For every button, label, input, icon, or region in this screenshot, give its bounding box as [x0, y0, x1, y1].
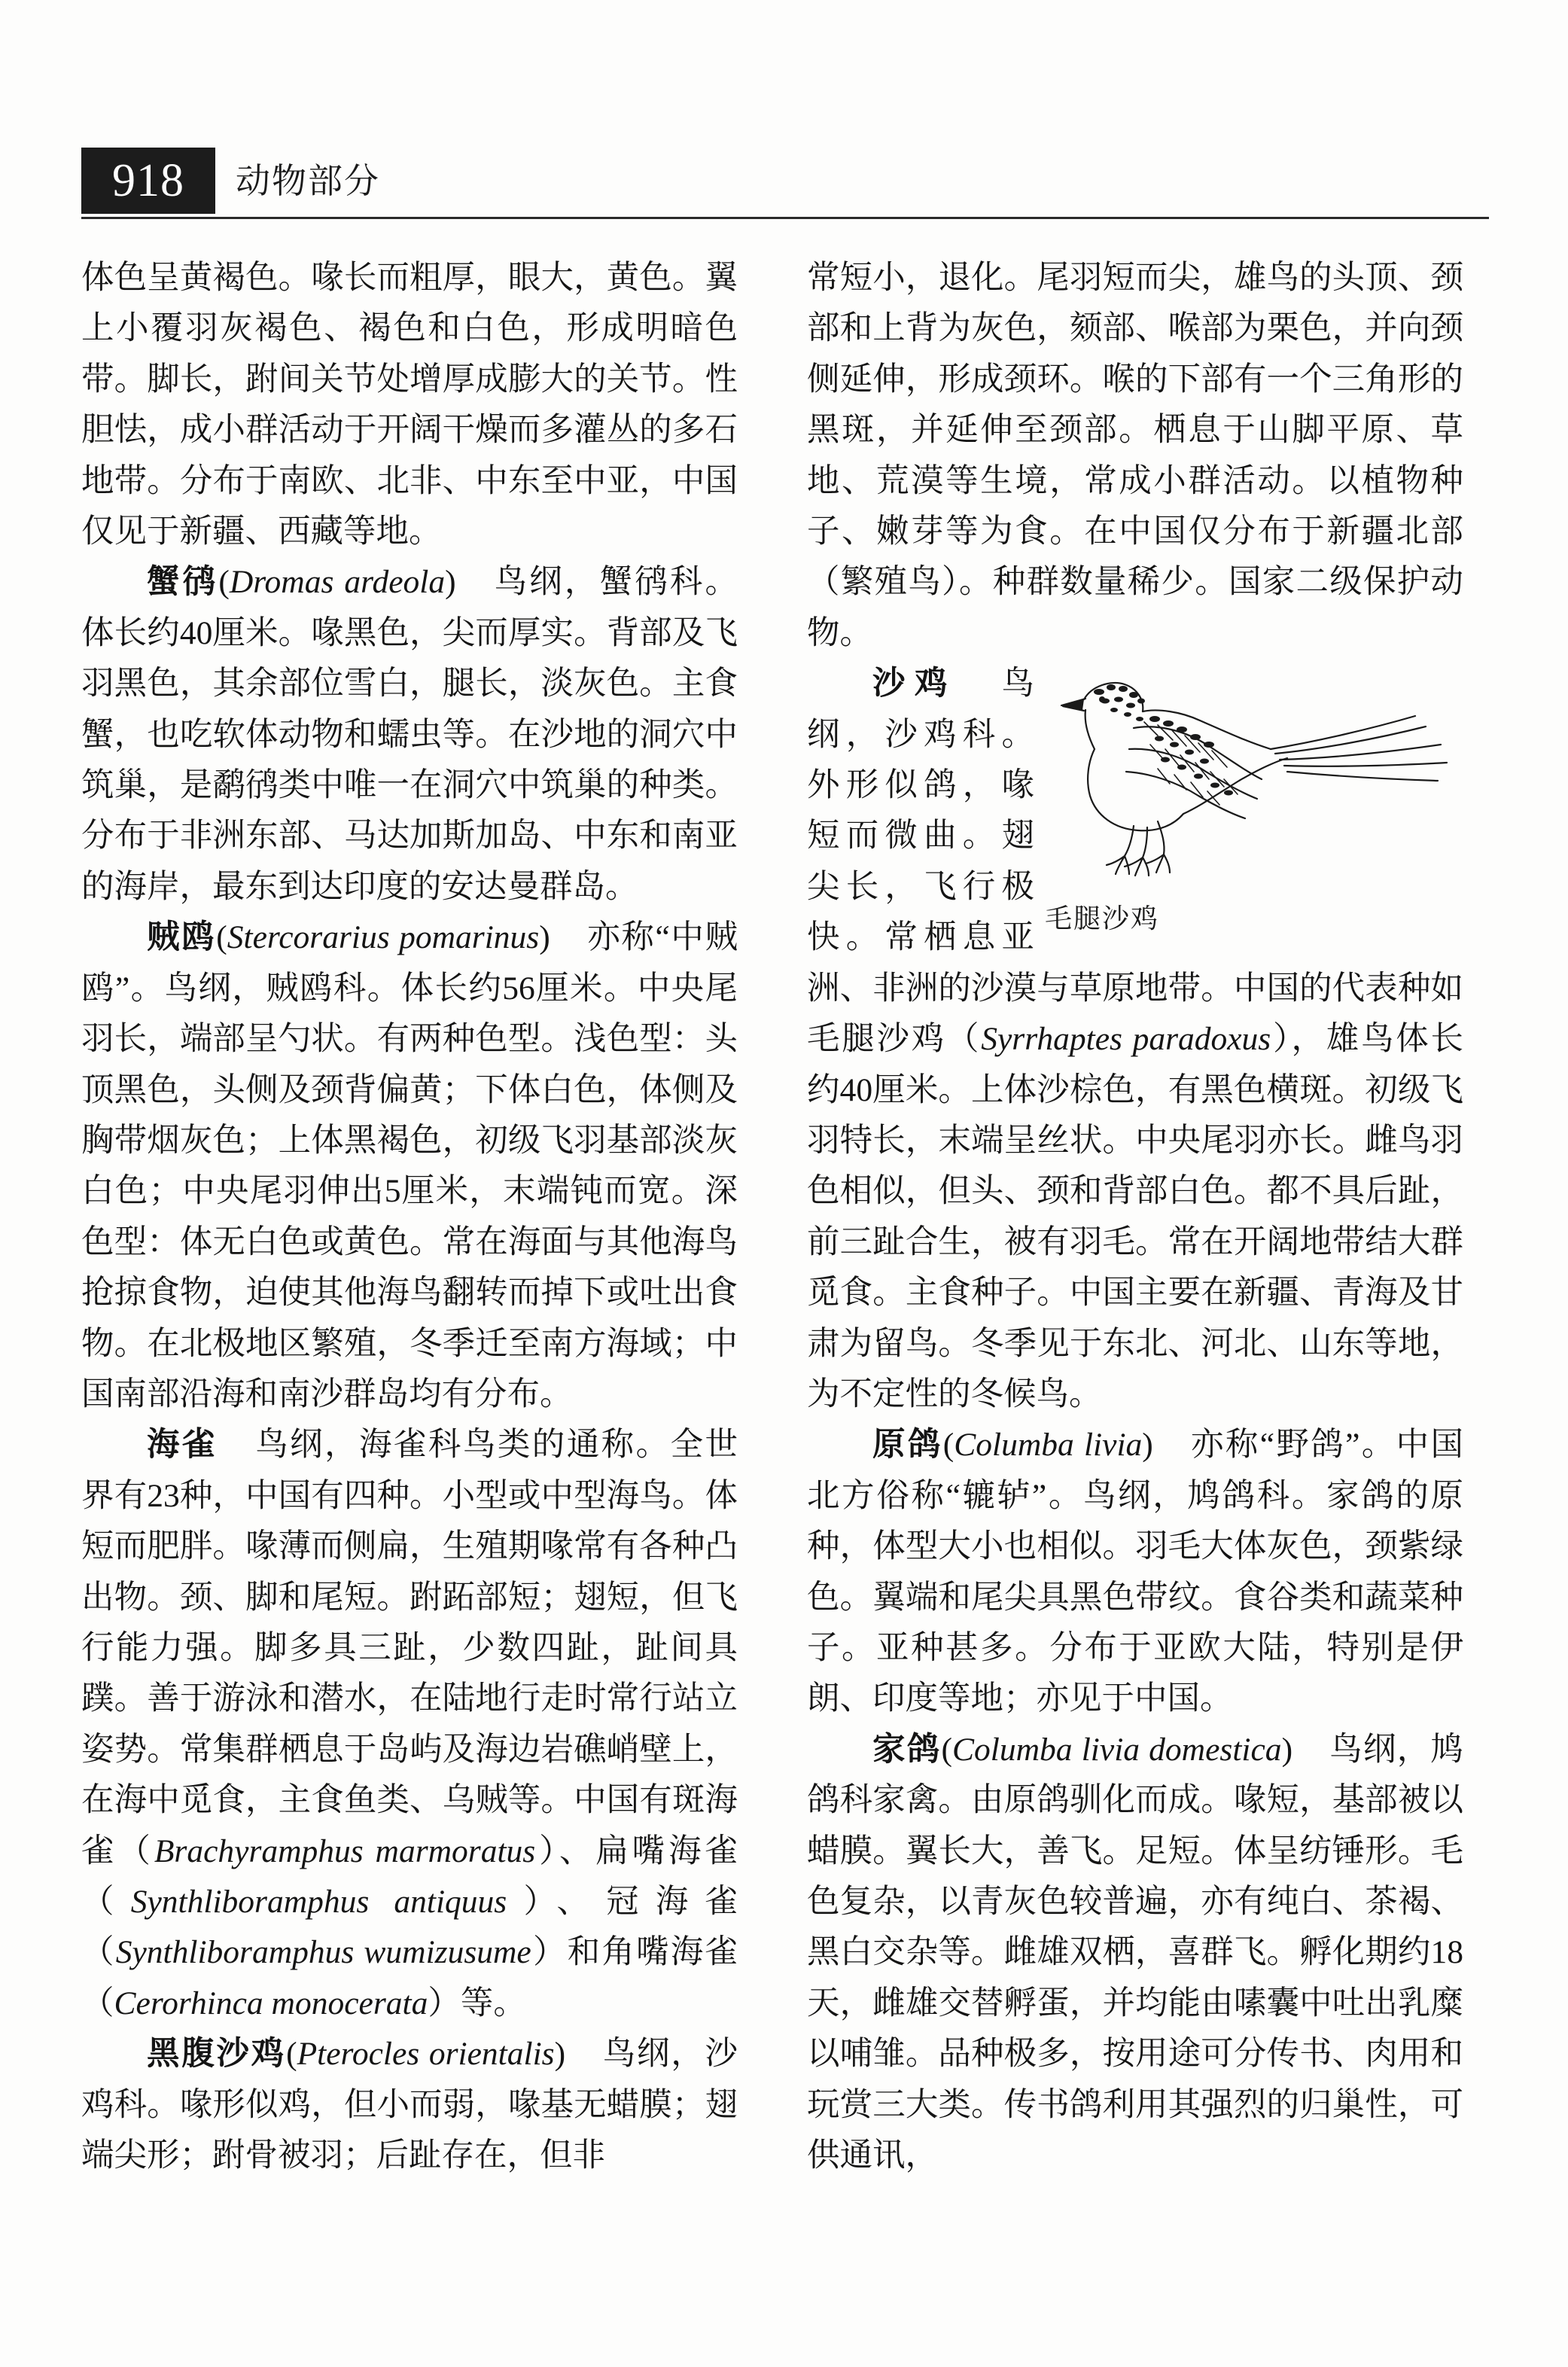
entry-yuan-ge: 原鸽(Columba livia) 亦称“野鸽”。中国北方俗称“辘轳”。鸟纲，鸠鸽科。家鸽的原种，体型大小也相似。羽毛大体灰色，颈紫绿色。翼端和尾尖具黑色带纹。食谷类和蔬菜种子。亚种甚多。分布于亚欧大陆，特别是伊朗、印度等地；亦见于中国。	[807, 1427, 1463, 1717]
entry-hei-fu-sha-ji: 黑腹沙鸡(Pterocles orientalis) 鸟纲，沙鸡科。喙形似鸡，但小而弱，喙基无蜡膜；翅端尖形；跗骨被羽；后趾存在，但非	[81, 2036, 738, 2174]
page-number: 918	[81, 148, 215, 214]
scientific-name-inline: Cerorhinca monocerata	[114, 1985, 428, 2021]
entry-hai-que	[81, 1420, 738, 2029]
scientific-name-inline: Syrrhaptes paradoxus	[981, 1021, 1271, 1058]
left-column	[81, 253, 738, 2181]
entry-xie-heng: 蟹鸻(Dromas ardeola) 鸟纲，蟹鸻科。体长约40厘米。喙黑色，尖而厚实。背部及飞羽黑色，其余部位雪白，腿长，淡灰色。主食蟹，也吃软体动物和蠕虫等。在沙地的洞穴中筑巢，是鹬鸻类中唯一在洞穴中筑巢的种类。分布于非洲东部、马达加斯加岛、中东和南亚的海岸，最东到达印度的安达曼群岛。	[81, 564, 738, 905]
paragraph-continuation: 体色呈黄褐色。喙长而粗厚，眼大，黄色。翼上小覆羽灰褐色、褐色和白色，形成明暗色带。脚长，跗间关节处增厚成膨大的关节。性胆怯，成小群活动于开阔干燥而多灌丛的多石地带。分布于南欧、北非、中东至中亚，中国仅见于新疆、西藏等地。	[81, 260, 738, 550]
scientific-name: Stercorarius pomarinus	[227, 919, 540, 956]
figure-sandgrouse	[1045, 666, 1463, 943]
right-column	[807, 253, 1463, 2181]
figure-caption: 毛腿沙鸡	[1045, 903, 1160, 934]
scientific-name: Pterocles orientalis	[297, 2036, 555, 2073]
scientific-name: Columba livia	[954, 1427, 1143, 1464]
header-divider-rule	[81, 217, 1489, 219]
headword: 蟹鸻	[147, 564, 219, 601]
entry-jia-ge: 家鸽(Columba livia domestica) 鸟纲，鸠鸽科家禽。由原鸽驯化而成。喙短，基部被以蜡膜。翼长大，善飞。足短。体呈纺锤形。毛色复杂，以青灰色较普遍，亦有纯白、茶褐、黑白交杂等。雌雄双栖，喜群飞。孵化期约18天，雌雄交替孵蛋，并均能由嗉囊中吐出乳糜以哺雏。品种极多，按用途可分传书、肉用和玩赏三大类。传书鸽利用其强烈的归巢性，可供通讯，	[807, 1731, 1463, 2174]
entry-body: 亦称“野鸽”。中国北方俗称“辘轳”。鸟纲，鸠鸽科。家鸽的原种，体型大小也相似。羽毛大体灰色，颈紫绿色。翼端和尾尖具黑色带纹。食谷类和蔬菜种子。亚种甚多。分布于亚欧大陆，特别是伊朗、印度等地；亦见于中国。	[807, 1427, 1463, 1717]
scientific-name-inline: Brachyramphus marmoratus	[154, 1832, 536, 1869]
headword: 贼鸥	[147, 919, 217, 956]
section-title: 动物部分	[236, 162, 380, 200]
headword: 黑腹沙鸡	[147, 2036, 287, 2073]
entry-body-before-figure: 鸟纲，沙鸡科。外形似鸽，喙短而微曲。翅尖长，飞行极快。常栖息亚洲、非洲的沙漠与草原地带。中国的代表种如毛腿沙鸡（Syrrhaptes paradoxus），雄鸟体长约40厘米。上体沙棕色，有黑色横斑。初级飞羽特长，末端呈	[807, 666, 1463, 1159]
headword: 原鸽	[872, 1427, 943, 1464]
entry-body: 亦称“中贼鸥”。鸟纲，贼鸥科。体长约56厘米。中央尾羽长，端部呈勺状。有两种色型。浅色型：头顶黑色，头侧及颈背偏黄；下体白色，体侧及胸带烟灰色；上体黑褐色，初级飞羽基部淡灰白色；中央尾羽伸出5厘米，末端钝而宽。深色型：体无白色或黄色。常在海面与其他海鸟抢掠食物，迫使其他海鸟翻转而掉下或吐出食物。在北极地区繁殖，冬季迁至南方海域；中国南部沿海和南沙群岛均有分布。	[81, 919, 738, 1412]
headword: 沙鸡	[872, 666, 958, 702]
scientific-name: Dromas ardeola	[229, 564, 446, 601]
page-header	[81, 148, 1487, 217]
entry-sha-ji	[807, 659, 1463, 1420]
scientific-name-inline: Synthliboramphus wumizusume	[115, 1934, 531, 1971]
sandgrouse-illustration	[1045, 666, 1463, 892]
entry-body: 鸟纲，海雀科鸟类的通称。全世界有23种，中国有四种。小型或中型海鸟。体短而肥胖。喙薄而侧扁，生殖期喙常有各种凸出物。颈、脚和尾短。跗跖部短；翅短，但飞行能力强。脚多具三趾，少数四趾，趾间具蹼。善于游泳和潜水，在陆地行走时常行站立姿势。常集群栖息于岛屿及海边岩礁峭壁上，在海中觅食，主食鱼类、乌贼等。中国有斑海雀（Brachyramphus marmoratus）、扁嘴海雀（Synthliboramphus antiquus）、冠海雀（Synthliboramphus wumizusume）和角嘴海雀（Cerorhinca monocerata）等。	[81, 1427, 738, 2021]
entry-body: 鸟纲，蟹鸻科。体长约40厘米。喙黑色，尖而厚实。背部及飞羽黑色，其余部位雪白，腿长，淡灰色。主食蟹，也吃软体动物和蠕虫等。在沙地的洞穴中筑巢，是鹬鸻类中唯一在洞穴中筑巢的种类。分布于非洲东部、马达加斯加岛、中东和南亚的海岸，最东到达印度的安达曼群岛。	[81, 564, 738, 905]
entry-body: 鸟纲，鸠鸽科家禽。由原鸽驯化而成。喙短，基部被以蜡膜。翼长大，善飞。足短。体呈纺锤形。毛色复杂，以青灰色较普遍，亦有纯白、茶褐、黑白交杂等。雌雄双栖，喜群飞。孵化期约18天，雌雄交替孵蛋，并均能由嗉囊中吐出乳糜以哺雏。品种极多，按用途可分传书、肉用和玩赏三大类。传书鸽利用其强烈的归巢性，可供通讯，	[807, 1731, 1463, 2174]
entry-zei-ou: 贼鸥(Stercorarius pomarinus) 亦称“中贼鸥”。鸟纲，贼鸥科。体长约56厘米。中央尾羽长，端部呈勺状。有两种色型。浅色型：头顶黑色，头侧及颈背偏黄；下体白色，体侧及胸带烟灰色；上体黑褐色，初级飞羽基部淡灰白色；中央尾羽伸出5厘米，末端钝而宽。深色型：体无白色或黄色。常在海面与其他海鸟抢掠食物，迫使其他海鸟翻转而掉下或吐出食物。在北极地区繁殖，冬季迁至南方海域；中国南部沿海和南沙群岛均有分布。	[81, 919, 738, 1412]
headword: 家鸽	[872, 1731, 942, 1768]
headword: 海雀	[147, 1427, 218, 1464]
entry-body: 鸟纲，沙鸡科。喙形似鸡，但小而弱，喙基无蜡膜；翅端尖形；跗骨被羽；后趾存在，但非	[81, 2036, 738, 2174]
entry-body-after-figure: 丝状。中央尾羽亦长。雌鸟羽色相似，但头、颈和背部白色。都不具后趾，前三趾合生，被有羽毛。常在开阔地带结大群觅食。主食种子。中国主要在新疆、青海及甘肃为留鸟。冬季见于东北、河北、山东等地，为不定性的冬候鸟。	[807, 1122, 1464, 1412]
scientific-name-inline: Synthliboramphus antiquus	[130, 1884, 507, 1920]
paragraph-continuation: 常短小，退化。尾羽短而尖，雄鸟的头顶、颈部和上背为灰色，颏部、喉部为栗色，并向颈侧延伸，形成颈环。喉的下部有一个三角形的黑斑，并延伸至颈部。栖息于山脚平原、草地、荒漠等生境，常成小群活动。以植物种子、嫩芽等为食。在中国仅分布于新疆北部（繁殖鸟）。种群数量稀少。国家二级保护动物。	[807, 260, 1463, 651]
scientific-name: Columba livia domestica	[952, 1731, 1282, 1768]
